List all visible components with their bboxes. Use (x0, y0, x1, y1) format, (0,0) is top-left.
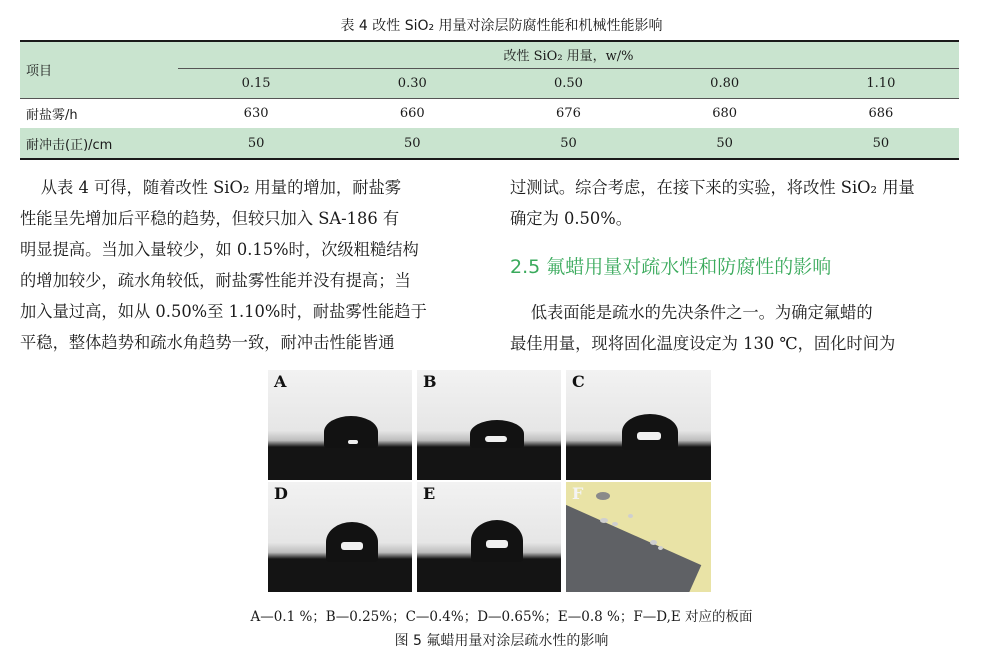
table-cell: 630 (178, 98, 334, 128)
table-cell: 680 (647, 98, 803, 128)
table-cell: 50 (334, 128, 490, 159)
photo-panel-e (417, 482, 561, 592)
table-cell: 50 (490, 128, 646, 159)
text-line: 明显提高。当加入量较少，如 0.15%时，次级粗糙结构 (20, 240, 419, 259)
table-column-header: 1.10 (866, 75, 896, 91)
text-line: 加入量过高，如从 0.50%至 1.10%时，耐盐雾性能趋于 (20, 302, 427, 321)
figure-5 (268, 370, 711, 592)
text-line: 最佳用量，现将固化温度设定为 130 ℃，固化时间为 (510, 334, 896, 353)
table-cell: 676 (490, 98, 646, 128)
table-column-header: 0.50 (553, 75, 583, 91)
panel-label: E (423, 484, 436, 503)
figure-caption: 图 5 氟蜡用量对涂层疏水性的影响 (394, 633, 609, 649)
photo-panel-c (566, 370, 711, 480)
table-cell: 50 (647, 128, 803, 159)
text-line: 性能呈先增加后平稳的趋势，但较只加入 SA-186 有 (20, 209, 400, 228)
table-column-header: 0.30 (397, 75, 427, 91)
table-cell: 686 (803, 98, 959, 128)
panel-label: B (423, 372, 437, 391)
table-cell: 50 (178, 128, 334, 159)
section-heading: 2.5 氟蜡用量对疏水性和防腐性的影响 (510, 256, 832, 278)
photo-panel-b (417, 370, 561, 480)
body-text-right-bottom (510, 297, 895, 359)
panel-label: D (274, 484, 288, 503)
photo-panel-d (268, 482, 412, 592)
table-column-header: 0.15 (241, 75, 271, 91)
data-table (20, 40, 959, 160)
table-group-header: 改性 SiO₂ 用量，w/% (178, 41, 959, 68)
body-text-right-top (510, 172, 915, 234)
text-line: 过测试。综合考虑，在接下来的实验，将改性 SiO₂ 用量 (510, 178, 915, 197)
table-row (20, 98, 959, 128)
table-row-label: 耐冲击(正)/cm (20, 128, 178, 159)
text-line: 从表 4 可得，随着改性 SiO₂ 用量的增加，耐盐雾 (20, 178, 402, 197)
table-row (20, 128, 959, 159)
table-row-label: 耐盐雾/h (20, 98, 178, 128)
table-cell: 660 (334, 98, 490, 128)
table-column-header: 0.80 (710, 75, 740, 91)
text-line: 确定为 0.50%。 (510, 209, 633, 228)
photo-panel-f (566, 482, 711, 592)
body-text-left (20, 172, 427, 358)
table-caption: 表 4 改性 SiO₂ 用量对涂层防腐性能和机械性能影响 (340, 18, 663, 34)
table-cell: 50 (803, 128, 959, 159)
table-corner-label: 项目 (20, 41, 178, 98)
panel-label: A (274, 372, 287, 391)
panel-label: F (572, 484, 584, 503)
panel-label: C (572, 372, 585, 391)
text-line: 低表面能是疏水的先决条件之一。为确定氟蜡的 (510, 303, 873, 322)
photo-panel-a (268, 370, 412, 480)
text-line: 平稳，整体趋势和疏水角趋势一致，耐冲击性能皆通 (20, 333, 395, 352)
figure-legend: A—0.1 %；B—0.25%；C—0.4%；D—0.65%；E—0.8 %；F—D,E 对应的板面 (250, 609, 753, 625)
text-line: 的增加较少，疏水角较低，耐盐雾性能并没有提高；当 (20, 271, 411, 290)
